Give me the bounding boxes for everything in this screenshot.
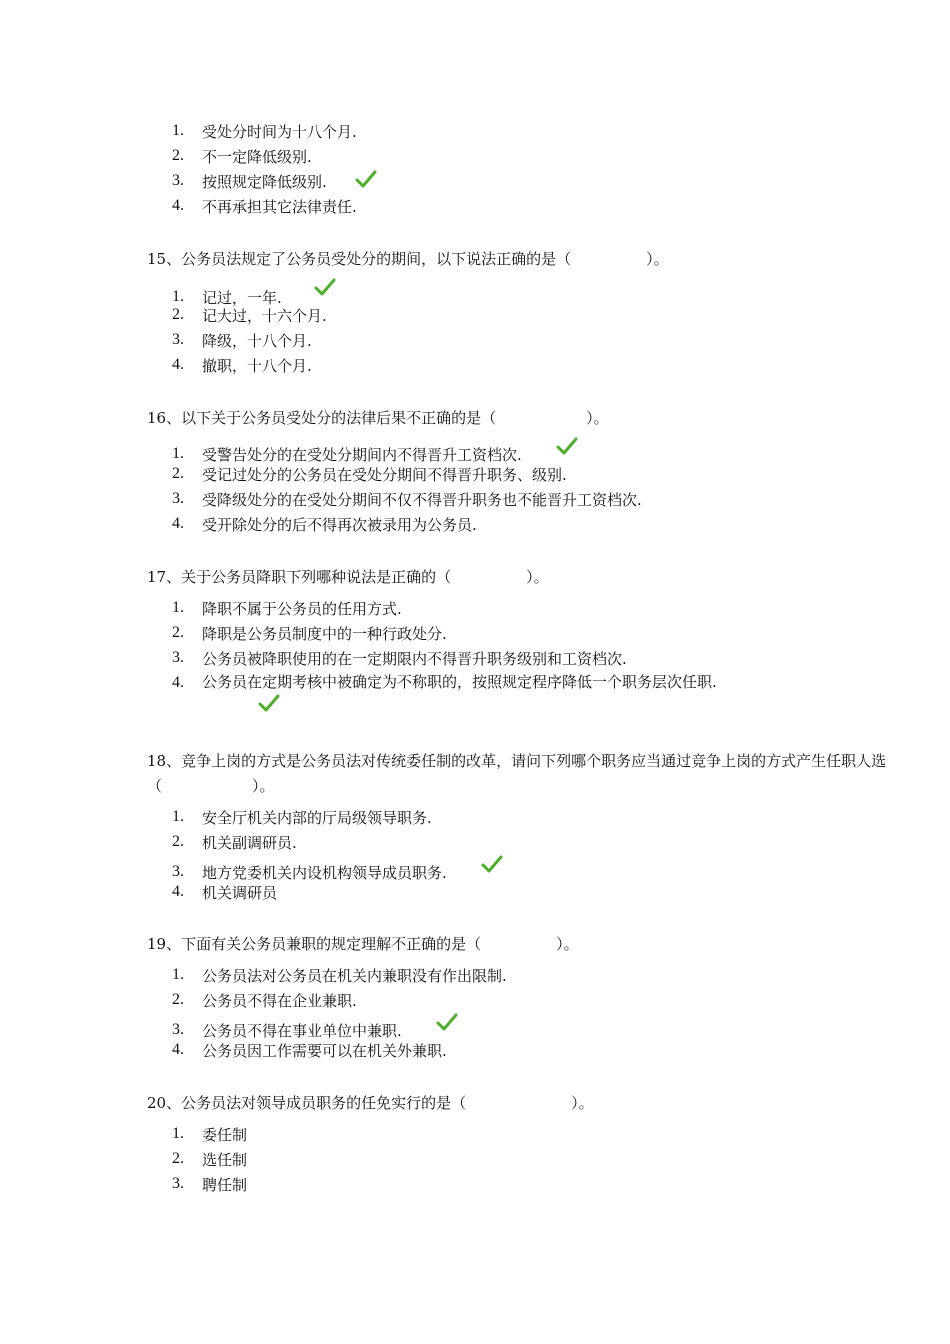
option-text: 按照规定降低级别. (202, 173, 327, 191)
option-text: 机关调研员 (202, 884, 278, 902)
option-text: 记大过，十六个月. (202, 307, 327, 325)
option-q16-4 (172, 511, 477, 538)
option-q20-3 (172, 1171, 247, 1198)
option-q15-2 (172, 302, 327, 329)
option-q15-3 (172, 327, 312, 354)
question-19 (147, 932, 579, 957)
option-number: 1. (172, 122, 184, 139)
option-text: 降级，十八个月. (202, 332, 312, 350)
option-number: 4. (172, 515, 184, 532)
option-number: 4. (172, 197, 184, 214)
option-text: 降职是公务员制度中的一种行政处分. (202, 625, 447, 643)
option-number: 1. (172, 966, 184, 983)
question-stem: 17、关于公务员降职下列哪种说法是正确的（ ）。 (147, 568, 549, 586)
question-stem: 18、竞争上岗的方式是公务员法对传统委任制的改革，请问下列哪个职务应当通过竞争上岗的方式产生任职人选（ ）。 (147, 752, 887, 795)
option-text: 公务员不得在事业单位中兼职. (202, 1022, 402, 1040)
option-number: 3. (172, 172, 184, 189)
option-text: 公务员被降职使用的在一定期限内不得晋升职务级别和工资档次. (202, 650, 627, 668)
question-stem: 15、公务员法规定了公务员受处分的期间，以下说法正确的是（ ）。 (147, 250, 669, 268)
option-q19-4 (172, 1037, 447, 1064)
option-text: 不一定降低级别. (202, 148, 312, 166)
option-number: 3. (172, 1175, 184, 1192)
option-q16-2 (172, 461, 567, 488)
option-text: 受处分时间为十八个月. (202, 123, 357, 141)
option-q18-4 (172, 879, 277, 906)
option-number: 2. (172, 624, 184, 641)
option-q17-1 (172, 595, 402, 622)
option-number: 4. (172, 1041, 184, 1058)
option-q14-4 (172, 193, 357, 220)
checkmark-icon (556, 436, 578, 456)
option-text: 不再承担其它法律责任. (202, 198, 357, 216)
option-number: 2. (172, 991, 184, 1008)
option-number: 1. (172, 445, 184, 462)
option-q19-2 (172, 987, 357, 1014)
question-stem: 19、下面有关公务员兼职的规定理解不正确的是（ ）。 (147, 935, 579, 953)
option-text: 公务员法对公务员在机关内兼职没有作出限制. (202, 967, 507, 985)
option-q20-1 (172, 1121, 247, 1148)
option-q20-2 (172, 1146, 247, 1173)
option-number: 4. (172, 883, 184, 900)
option-q14-1 (172, 118, 357, 145)
option-number: 2. (172, 147, 184, 164)
option-text: 公务员在定期考核中被确定为不称职的，按照规定程序降低一个职务层次任职. (202, 673, 717, 691)
checkmark-icon (481, 854, 503, 874)
option-text: 受记过处分的公务员在受处分期间不得晋升职务、级别. (202, 466, 567, 484)
option-q18-2 (172, 829, 297, 856)
question-stem: 16、以下关于公务员受处分的法律后果不正确的是（ ）。 (147, 409, 609, 427)
option-text: 公务员不得在企业兼职. (202, 992, 357, 1010)
option-number: 4. (172, 674, 184, 691)
question-17 (147, 565, 549, 590)
option-text: 公务员因工作需要可以在机关外兼职. (202, 1042, 447, 1060)
option-number: 1. (172, 1125, 184, 1142)
option-q19-1 (172, 962, 507, 989)
checkmark-icon (355, 169, 377, 189)
option-q17-3 (172, 645, 627, 672)
option-text: 受降级处分的在受处分期间不仅不得晋升职务也不能晋升工资档次. (202, 491, 642, 509)
option-text: 受开除处分的后不得再次被录用为公务员. (202, 516, 477, 534)
option-number: 3. (172, 649, 184, 666)
question-stem: 20、公务员法对领导成员职务的任免实行的是（ ）。 (147, 1094, 594, 1112)
question-15 (147, 247, 669, 272)
question-20 (147, 1091, 594, 1116)
option-number: 2. (172, 465, 184, 482)
question-18 (147, 749, 950, 799)
checkmark-icon (258, 693, 280, 713)
option-number: 3. (172, 490, 184, 507)
option-number: 2. (172, 1150, 184, 1167)
option-number: 2. (172, 833, 184, 850)
option-q18-1 (172, 804, 432, 831)
option-number: 3. (172, 331, 184, 348)
option-number: 1. (172, 599, 184, 616)
option-text: 降职不属于公务员的任用方式. (202, 600, 402, 618)
option-text: 选任制 (202, 1151, 248, 1169)
checkmark-icon (314, 277, 336, 297)
option-number: 3. (172, 1021, 184, 1038)
option-q15-4 (172, 352, 312, 379)
option-text: 受警告处分的在受处分期间内不得晋升工资档次. (202, 446, 522, 464)
option-text: 聘任制 (202, 1176, 248, 1194)
option-text: 地方党委机关内设机构领导成员职务. (202, 864, 447, 882)
option-number: 1. (172, 288, 184, 305)
option-number: 3. (172, 863, 184, 880)
option-number: 1. (172, 808, 184, 825)
option-text: 撤职，十八个月. (202, 357, 312, 375)
option-number: 2. (172, 306, 184, 323)
checkmark-icon (436, 1012, 458, 1032)
question-16 (147, 406, 609, 431)
option-q17-2 (172, 620, 447, 647)
option-text: 记过，一年. (202, 289, 282, 307)
option-text: 安全厅机关内部的厅局级领导职务. (202, 809, 432, 827)
option-text: 委任制 (202, 1126, 248, 1144)
option-number: 4. (172, 356, 184, 373)
option-q14-3 (172, 168, 377, 195)
option-q14-2 (172, 143, 312, 170)
option-text: 机关副调研员. (202, 834, 297, 852)
option-q16-3 (172, 486, 642, 513)
